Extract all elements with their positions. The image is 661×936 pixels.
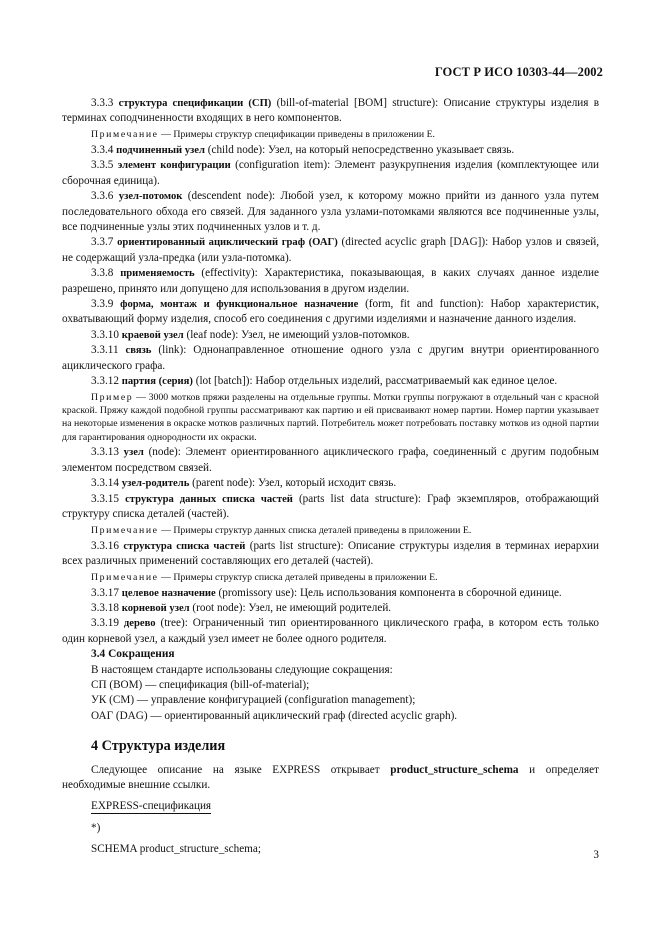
definition-3-3-18: 3.3.18 корневой узел (root node): Узел, не имеющий родителей. xyxy=(91,601,392,614)
definition-3-3-3: 3.3.3 структура спецификации (СП) (bill-of-material [BOM] structure): Описание структуры изделия в терминах соподчиненности входящих в него компонентов. xyxy=(62,97,600,125)
term: узел-родитель xyxy=(121,478,190,490)
term: связь xyxy=(125,345,152,357)
definition-3-3-6: 3.3.6 узел-потомок (descendent node): Любой узел, к которому можно прийти из данного узла путем последовательного обхода его связей. Для заданного узла узлами-потомками являются все подчиненные узлы, все подчиненные узлы этих подчиненных узлов и т. д. xyxy=(62,190,600,234)
note-3: Примечание — Примеры структур списка деталей приведены в приложении E. xyxy=(91,571,438,583)
code-line: SCHEMA product_structure_schema; xyxy=(91,843,261,856)
term: применяемость xyxy=(120,268,195,280)
section-heading-4: 4 Структура изделия xyxy=(91,738,226,755)
definition-3-3-17: 3.3.17 целевое назначение (promissory use): Цель использования компонента в сборочной единице. xyxy=(91,586,562,599)
example-note: Пример — 3000 мотков пряжи разделены на отдельные группы. Мотки группы погружают в отдельный чан с красной краской. Пряжу каждой подобной группы рассматривают как партию и ей присваивают номер партии. Номер партии указывает на некоторые изменения в окраске мотков различных партий. Потребитель может потребовать поставку мотков из одной партии для гарантирования однородности их окраски. xyxy=(62,392,599,443)
express-spec-label: EXPRESS-спецификация xyxy=(91,800,212,813)
term: форма, монтаж и функциональное назначение xyxy=(120,299,359,311)
section-4-paragraph: Следующее описание на языке EXPRESS открывает product_structure_schema и определяет необходимые внешние ссылки. xyxy=(62,763,599,792)
schema-name: product_structure_schema xyxy=(390,763,519,776)
definition-3-3-5: 3.3.5 элемент конфигурации (configuration item): Элемент разукрупнения изделия (комплектующее или сборочная единица). xyxy=(62,159,600,187)
subsection-heading-3-4: 3.4 Сокращения xyxy=(91,648,175,661)
definition-3-3-19: 3.3.19 дерево (tree): Ограниченный тип ориентированного циклического графа, в котором есть только один корневой узел, а каждый узел имеет не более одного родителя. xyxy=(62,617,600,645)
code-line: *) xyxy=(91,821,101,834)
definition-3-3-11: 3.3.11 связь (link): Однонаправленное отношение одного узла с другим внутри ориентированного ациклического графа. xyxy=(62,344,599,372)
abbreviation-item: ОАГ (DAG) — ориентированный ациклический граф (directed acyclic graph). xyxy=(91,709,458,722)
term: корневой узел xyxy=(121,602,190,614)
note-1: Примечание — Примеры структур спецификации приведены в приложении E. xyxy=(91,129,436,141)
definition-3-3-15: 3.3.15 структура данных списка частей (parts list data structure): Граф экземпляров, отображающий структуру списка деталей (частей). xyxy=(62,492,600,520)
term: краевой узел xyxy=(121,329,184,341)
definition-3-3-8: 3.3.8 применяемость (effectivity): Характеристика, показывающая, в каких случаях данное изделие разрешено, принято или допущено для использования в другом изделии. xyxy=(62,267,600,295)
abbreviation-item: УК (CM) — управление конфигурацией (configuration management); xyxy=(91,694,416,707)
definition-3-3-13: 3.3.13 узел (node): Элемент ориентированного ациклического графа, соединенный с другим подобным элементом посредством связей. xyxy=(62,446,599,474)
definition-3-3-4: 3.3.4 подчиненный узел (child node): Узел, на который непосредственно указывает связь. xyxy=(91,144,515,157)
abbreviation-item: СП (BOM) — спецификация (bill-of-material); xyxy=(91,679,310,692)
term: партия (серия) xyxy=(121,376,193,388)
term: узел-потомок xyxy=(118,191,183,203)
term: дерево xyxy=(123,618,156,630)
term: структура данных списка частей xyxy=(125,493,293,505)
term: элемент конфигурации xyxy=(117,160,231,172)
term: ориентированный ациклический граф (ОАГ) xyxy=(117,237,338,249)
term: структура спецификации (СП) xyxy=(118,98,272,109)
page-content xyxy=(62,96,599,858)
definition-3-3-12: 3.3.12 партия (серия) (lot [batch]): Набор отдельных изделий, рассматриваемый как единое целое. xyxy=(91,375,558,388)
definition-3-3-7: 3.3.7 ориентированный ациклический граф (ОАГ) (directed acyclic graph [DAG]): Набор узлов и связей, не содержащий узла-предка (или узла-потомка). xyxy=(62,236,599,264)
abbreviations-intro: В настоящем стандарте использованы следующие сокращения: xyxy=(91,663,393,676)
definition-3-3-14: 3.3.14 узел-родитель (parent node): Узел, который исходит связь. xyxy=(91,477,397,490)
note-2: Примечание — Примеры структур данных списка деталей приведены в приложении E. xyxy=(91,524,472,536)
term: подчиненный узел xyxy=(116,145,205,157)
page-header: ГОСТ Р ИСО 10303-44—2002 xyxy=(434,65,603,79)
definition-3-3-16: 3.3.16 структура списка частей (parts list structure): Описание структуры изделия в терминах иерархии всех различных применений составляющих его деталей (частей). xyxy=(62,539,600,567)
term: узел xyxy=(123,447,144,459)
page-number: 3 xyxy=(593,849,599,861)
term: структура списка частей xyxy=(123,540,246,552)
definition-3-3-9: 3.3.9 форма, монтаж и функциональное назначение (form, fit and function): Набор характеристик, охватывающий форму изделия, способ его соединения с другими изделиями и назначение данного изделия. xyxy=(62,298,599,326)
term: целевое назначение xyxy=(121,587,216,599)
definition-3-3-10: 3.3.10 краевой узел (leaf node): Узел, не имеющий узлов-потомков. xyxy=(91,328,410,341)
